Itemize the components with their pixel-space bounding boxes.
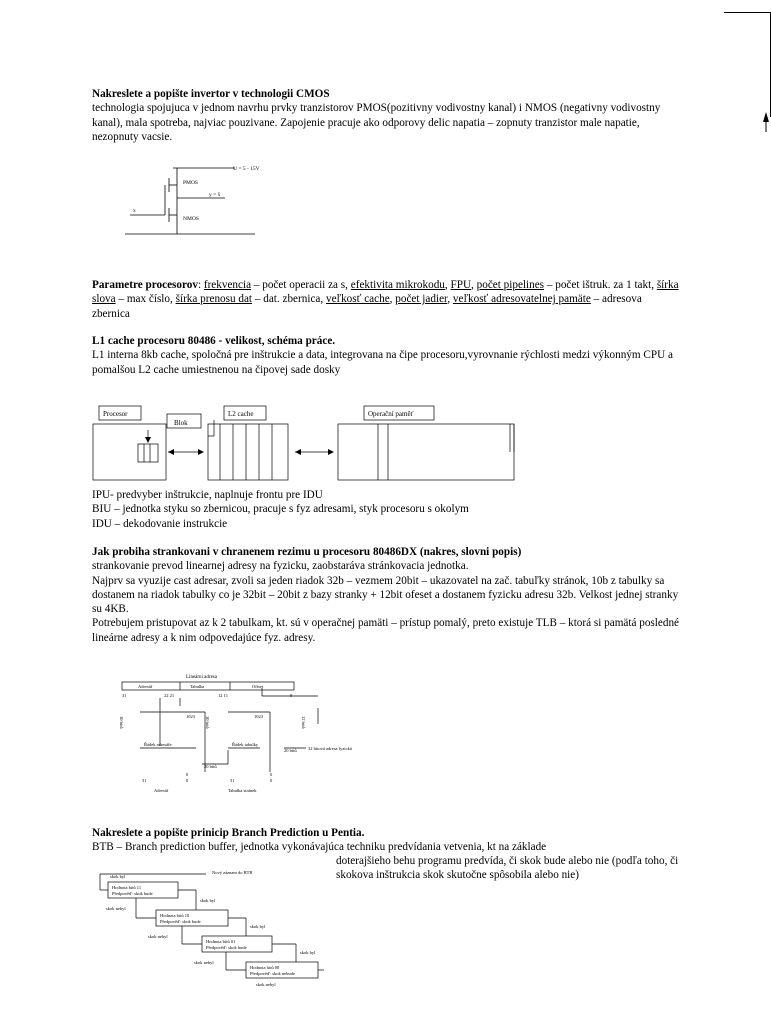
l1-blok-label: Blok xyxy=(174,419,188,427)
corner-arrow xyxy=(760,112,770,132)
params-text: – max číslo, xyxy=(115,293,176,306)
heading-paging: Jak probiha strankovani v chranenem rezimu u procesoru 80486DX (nakres, slovni popis) xyxy=(92,546,522,558)
branch-state-01-pred: Předpověď: skok bude xyxy=(206,945,247,950)
paging-bitnum: 31 xyxy=(230,778,235,783)
text-branch-2: doterajšieho behu programu predvída, či skok bude alebo nie (podľa toho, či skokova inštrukcia skok skutočne spôsobila alebo nie) xyxy=(336,855,679,882)
params-text: – dat. zbernica, xyxy=(252,293,326,306)
paging-row-table: Řádek tabulky xyxy=(232,742,259,747)
param-pipelines: počet pipelines xyxy=(476,279,545,291)
paging-row-dir: Řádek adresáře xyxy=(144,742,172,747)
cmos-inverter-diagram xyxy=(125,158,285,240)
params-text: : xyxy=(197,279,204,291)
paging-bits: 12 bitů xyxy=(301,716,306,729)
paging-bitnum: 31 xyxy=(122,693,127,698)
paging-index: 0 xyxy=(270,772,273,777)
text-paging-2: Najprv sa vyuzije cast adresar, zvoli sa jeden riadok 32b – vezmem 20bit – ukazovatel na zač. tabuľky stránok, 10b z tabulky sa dostanem na riadok tabulky co je 32bit – 20bit z bazy stranky + 12bit ofeset a dostanem fyzicku adresu 32b. Velkost jednej stranky su 4KB. xyxy=(92,574,679,616)
l1-l2-label: L2 cache xyxy=(228,410,254,418)
paging-bitnum: 31 xyxy=(142,778,147,783)
param-frekvencia: frekvencia xyxy=(203,279,252,291)
section-paging xyxy=(92,545,682,645)
branch-state-11: Hodnota bitů 11 xyxy=(112,885,142,890)
cmos-voltage: U = 5 - 15V xyxy=(233,166,260,172)
l1-procesor-label: Procesor xyxy=(103,410,128,418)
branch-state-11-pred: Předpověď: skok bude xyxy=(112,891,153,896)
branch-new-entry: Nový záznam do BTB xyxy=(212,870,253,875)
branch-not-taken: skok nebyl xyxy=(256,982,276,987)
paging-bitnum: 0 xyxy=(270,778,273,783)
paging-diagram xyxy=(119,668,352,798)
branch-taken: skok byl xyxy=(110,874,126,879)
paging-bits: 20 bitů xyxy=(204,764,217,769)
branch-taken: skok byl xyxy=(250,924,266,929)
paging-bitnum: 12 11 xyxy=(218,693,228,698)
section-cmos xyxy=(92,87,682,144)
branch-not-taken: skok nebyl xyxy=(148,934,168,939)
paging-bits: 10 bitů xyxy=(205,716,210,729)
text-paging-1: strankovanie prevod linearnej adresy na fyzicku, zaobstaráva stránkovacia jednotka. xyxy=(92,560,469,573)
l1-ram-label: Operační paměť xyxy=(368,410,414,418)
heading-l1-cache: L1 cache procesoru 80486 - velikost, schéma práce. xyxy=(92,335,336,347)
params-text: , xyxy=(471,279,477,291)
param-efektivita: efektivita mikrokodu xyxy=(350,279,445,291)
params-text: – počet operacii za s, xyxy=(251,279,351,291)
param-sirka-slova: šírka slova xyxy=(92,279,679,306)
paging-index: 1023 xyxy=(254,714,263,719)
paging-index: 1023 xyxy=(186,714,195,719)
section-branch-cont xyxy=(336,854,682,883)
paging-bitnum: 0 xyxy=(186,778,189,783)
param-cache: veľkosť cache xyxy=(325,293,390,306)
paging-index: 0 xyxy=(186,772,189,777)
branch-prediction-diagram xyxy=(96,866,326,990)
section-units xyxy=(92,488,682,531)
paging-tabulka: Tabulka xyxy=(190,684,205,689)
params-text: – počet ištruk. za 1 takt, xyxy=(544,279,657,291)
text-l1-cache: L1 interna 8kb cache, spoločná pre inštrukcie a data, integrovana na čipe procesoru,vyrovnanie rýchlosti medzi výkonným CPU a pomalšou L2 cache umiestnenou na čipovej sade dosky xyxy=(92,349,673,376)
cmos-input: x xyxy=(133,208,136,214)
cmos-output: y = x̄ xyxy=(209,192,221,198)
section-l1-cache xyxy=(92,334,682,377)
text-biu: BIU – jednotka styku so zbernicou, pracuje s fyz adresami, styk procesoru s okolym xyxy=(92,503,469,516)
text-params xyxy=(92,278,682,321)
paging-table-caption: Tabulka stránek xyxy=(228,788,257,793)
heading-params: Parametre procesorov xyxy=(92,279,198,291)
params-text: , xyxy=(447,293,453,306)
branch-state-10: Hodnota bitů 10 xyxy=(160,913,190,918)
l1-cache-diagram xyxy=(90,402,530,484)
param-sirka-prenosu: šírka prenosu dat xyxy=(175,293,253,306)
param-jadier: počet jadier xyxy=(395,293,448,306)
branch-taken: skok byl xyxy=(300,950,316,955)
params-text: – adresova zbernica xyxy=(92,293,642,320)
param-pamate: veľkosť adresovatelnej pamäte xyxy=(452,293,591,306)
paging-offset: Offset xyxy=(252,684,264,689)
paging-dir-caption: Adresář xyxy=(154,788,169,793)
branch-taken: skok byl xyxy=(200,898,216,903)
paging-bitnum: 0 xyxy=(290,693,293,698)
page-corner-mark xyxy=(724,12,771,117)
heading-cmos: Nakreslete a popište invertor v technologii CMOS xyxy=(92,88,330,100)
paging-bitnum: 22 21 xyxy=(164,693,175,698)
branch-not-taken: skok nebyl xyxy=(194,960,214,965)
paging-linear: Lineární adresa xyxy=(186,675,217,680)
branch-state-10-pred: Předpověď: skok bude xyxy=(160,919,201,924)
heading-branch: Nakreslete a popište prinicip Branch Prediction u Pentia. xyxy=(92,827,365,839)
paging-bits: 10 bitů xyxy=(119,716,124,729)
paging-adresar: Adresář xyxy=(138,684,153,689)
cmos-pmos-label: PMOS xyxy=(183,180,198,186)
section-branch xyxy=(92,826,682,855)
section-params xyxy=(92,278,682,321)
params-text: , xyxy=(389,293,396,306)
text-idu: IDU – dekodovanie instrukcie xyxy=(92,517,228,530)
text-paging-3: Potrebujem pristupovat az k 2 tabulkam, kt. sú v operačnej pamäti – prístup pomalý, preto existuje TLB – ktorá si pamätá posledné lineárne adresy a k nim odpovedajúce fyz. adresy. xyxy=(92,617,680,644)
paging-bits: 20 bitů xyxy=(284,748,297,753)
branch-not-taken: skok nebyl xyxy=(106,906,126,911)
branch-state-01: Hodnota bitů 01 xyxy=(206,939,236,944)
param-fpu: FPU xyxy=(450,279,472,291)
branch-state-00-pred: Předpověď: skok nebude xyxy=(250,971,295,976)
text-ipu: IPU- predvyber inštrukcie, naplnuje frontu pre IDU xyxy=(92,489,323,501)
text-branch-1: BTB – Branch prediction buffer, jednotka vykonávajúca techniku predvídania vetvenia, kt na základe xyxy=(92,841,547,854)
params-text: , xyxy=(444,279,451,291)
branch-state-00: Hodnota bitů 00 xyxy=(250,965,280,970)
cmos-nmos-label: NMOS xyxy=(183,216,199,222)
paging-physical: 32 bitová adresa fyzická xyxy=(308,746,352,751)
text-cmos: technologia spojujuca v jednom navrhu prvky tranzistorov PMOS(pozitivny vodivostny kanal) i NMOS (negativny vodivostny kanal), mala spotreba, najviac pouzivane. Zapojenie pracuje ako odporovy delic napatia – zopnuty tranzistor male napatie, nezopnuty vacsie. xyxy=(92,102,661,143)
